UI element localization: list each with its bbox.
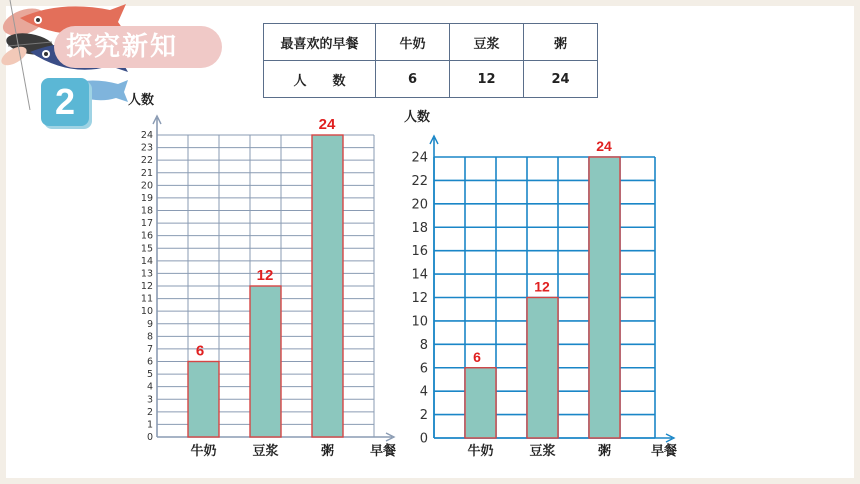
category-label: 豆浆 [529, 444, 556, 459]
table-cell: 最喜欢的早餐 [264, 24, 376, 61]
y-tick-label: 9 [146, 318, 153, 330]
y-tick-label: 8 [419, 337, 428, 353]
y-tick-label: 4 [146, 381, 153, 393]
bar [312, 135, 343, 437]
table-cell: 粥 [524, 24, 598, 61]
y-tick-label: 21 [140, 167, 153, 179]
table-cell: 6 [376, 61, 450, 98]
y-tick-label: 6 [419, 361, 428, 377]
y-tick-label: 24 [411, 150, 428, 166]
table-cell: 人 数 [264, 61, 376, 98]
y-tick-label: 10 [411, 314, 428, 330]
x-axis-label: 早餐 [651, 444, 678, 459]
y-tick-label: 17 [140, 218, 153, 230]
y-tick-label: 14 [411, 267, 428, 283]
x-axis-label: 早餐 [370, 444, 397, 459]
y-tick-label: 10 [140, 306, 153, 318]
y-tick-label: 23 [140, 142, 153, 154]
bar-value-label: 24 [596, 138, 612, 154]
bar-value-label: 12 [534, 278, 550, 295]
y-tick-label: 13 [140, 268, 153, 280]
category-label: 粥 [320, 444, 335, 459]
y-tick-label: 18 [411, 220, 428, 236]
table-cell: 豆浆 [450, 24, 524, 61]
y-tick-label: 22 [411, 173, 428, 189]
y-tick-label: 12 [411, 291, 428, 306]
table-cell: 12 [450, 61, 524, 98]
category-label: 牛奶 [467, 444, 494, 459]
bar [250, 286, 281, 437]
category-label: 粥 [597, 444, 612, 459]
y-tick-label: 16 [411, 244, 428, 260]
y-tick-label: 22 [140, 155, 153, 167]
y-tick-label: 4 [419, 384, 428, 400]
y-tick-label: 20 [140, 180, 153, 192]
bar [589, 157, 620, 438]
bar [188, 362, 219, 438]
y-tick-label: 11 [140, 293, 153, 305]
category-label: 豆浆 [252, 444, 279, 459]
y-tick-label: 12 [140, 281, 153, 292]
y-tick-label: 0 [419, 431, 428, 447]
y-tick-label: 2 [146, 406, 153, 418]
bar-value-label: 12 [256, 267, 274, 284]
y-tick-label: 8 [146, 331, 153, 343]
y-tick-label: 14 [140, 255, 153, 267]
y-tick-label: 7 [146, 343, 153, 355]
y-axis-label: 人数 [404, 110, 431, 125]
y-tick-label: 3 [146, 394, 153, 406]
bar-value-label: 24 [318, 116, 336, 133]
y-tick-label: 1 [146, 419, 153, 431]
y-tick-label: 19 [140, 192, 153, 204]
y-tick-label: 0 [146, 432, 153, 443]
y-tick-label: 24 [140, 130, 153, 141]
y-tick-label: 5 [146, 369, 153, 381]
y-tick-label: 18 [140, 205, 153, 217]
bar-value-label: 6 [195, 342, 205, 360]
category-label: 牛奶 [190, 444, 217, 459]
table-cell: 24 [524, 61, 598, 98]
y-axis-label: 人数 [128, 93, 155, 108]
page-title: 探究新知 [66, 32, 179, 62]
bar [465, 368, 496, 438]
y-tick-label: 20 [411, 197, 428, 213]
y-tick-label: 16 [140, 230, 153, 242]
y-tick-label: 6 [146, 356, 153, 368]
y-tick-label: 15 [140, 243, 153, 255]
bar-value-label: 6 [473, 348, 481, 365]
y-tick-label: 2 [419, 408, 428, 424]
bar [527, 298, 558, 439]
table-cell: 牛奶 [376, 24, 450, 61]
section-number-badge: 2 [41, 78, 89, 126]
